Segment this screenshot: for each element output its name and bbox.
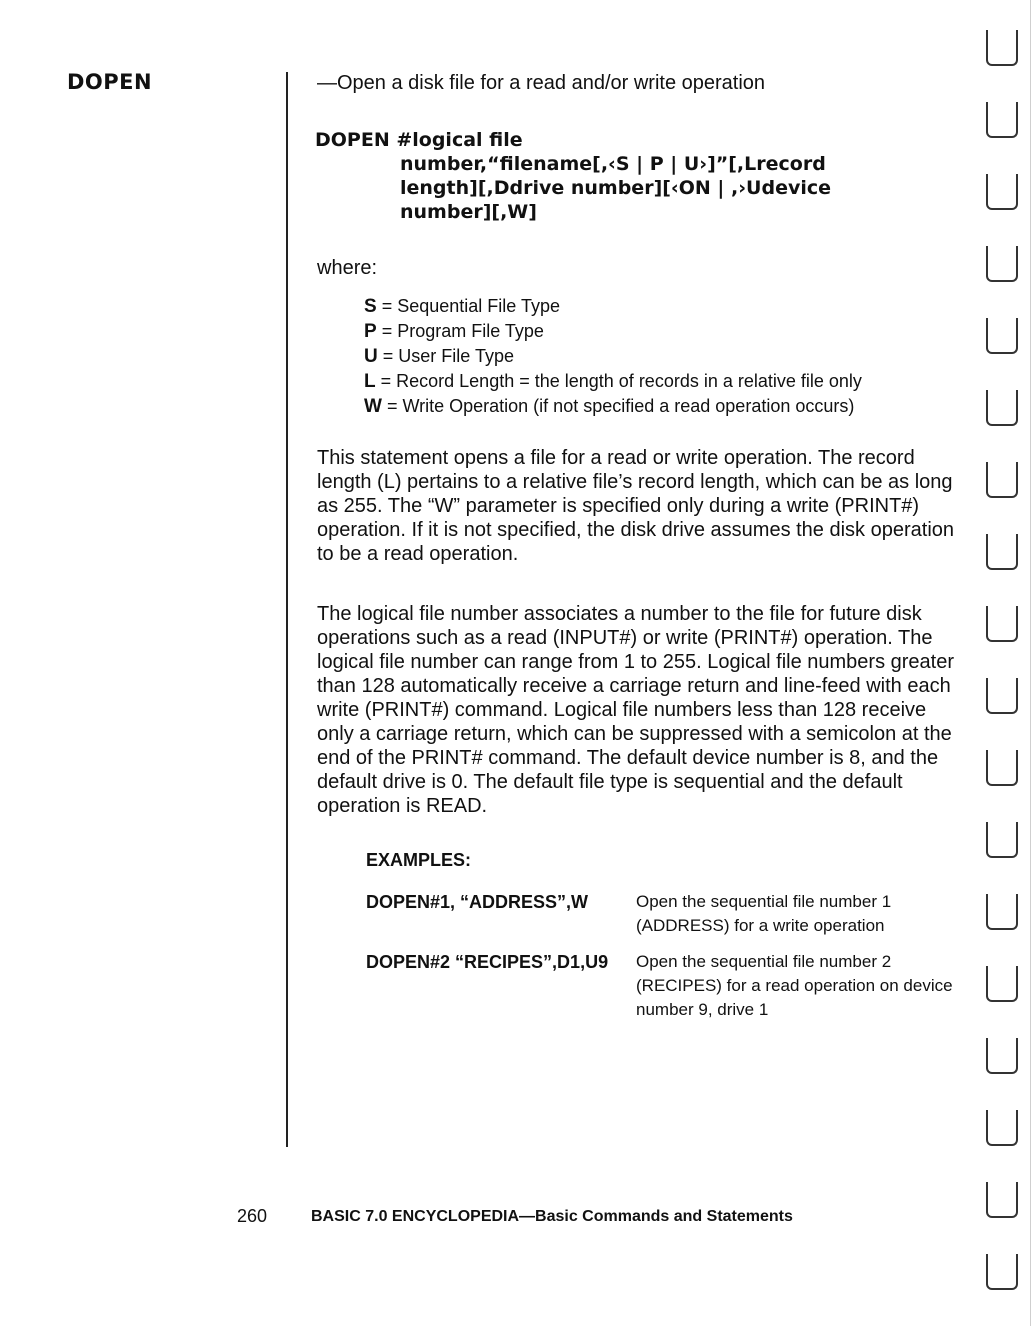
definition-item: [364, 294, 862, 319]
binding-hole: [986, 102, 1018, 138]
definition-text: = Sequential File Type: [381, 296, 560, 316]
example-description: Open the sequential file number 2 (RECIPES) for a read operation on device number 9, drive 1: [636, 952, 953, 1019]
footer-title: BASIC 7.0 ENCYCLOPEDIA—Basic Commands and Statements: [311, 1208, 793, 1225]
description-paragraph-2: The logical file number associates a number to the file for future disk operations such as a read (INPUT#) or write (PRINT#) operation. The logical file number can range from 1 to 255. Logical file numbers greater than 128 automatically receive a carriage return and line-feed with each write (PRINT#) command. Logical file numbers less than 128 receive only a carriage return, which can be suppressed with a semicolon at the end of the PRINT# command. The default device number is 8, and the default drive is 0. The default file type is sequential and the default operation is READ.: [317, 603, 955, 817]
binding-hole: [986, 390, 1018, 426]
definition-key: S: [364, 296, 377, 317]
definition-text: = Write Operation (if not specified a read operation occurs): [386, 396, 855, 416]
binding-hole: [986, 246, 1018, 282]
binding-hole: [986, 30, 1018, 66]
definition-item: [364, 319, 862, 344]
page-edge: [1030, 0, 1031, 1326]
definition-text: = User File Type: [382, 346, 514, 366]
binding-hole: [986, 1254, 1018, 1290]
example-command: DOPEN#2 “RECIPES”,D1,U9: [366, 952, 609, 972]
binding-hole: [986, 1110, 1018, 1146]
example-command: DOPEN#1, “ADDRESS”,W: [366, 892, 589, 912]
definition-key: U: [364, 346, 378, 367]
definition-text: = Program File Type: [381, 321, 544, 341]
binding-hole: [986, 966, 1018, 1002]
definition-item: [364, 344, 862, 369]
syntax-line-3: length][,Ddrive number][‹ON | ,›Udevice: [400, 177, 831, 199]
where-label: where:: [317, 257, 378, 279]
syntax-line-1: DOPEN #logical file: [315, 129, 523, 151]
definition-key: W: [364, 396, 382, 417]
binding-hole: [986, 894, 1018, 930]
syntax-line-2: number,“filename[,‹S | P | U›]”[,Lrecord: [400, 153, 826, 175]
binding-hole: [986, 462, 1018, 498]
binding-hole: [986, 1038, 1018, 1074]
command-summary: —Open a disk file for a read and/or write operation: [317, 72, 766, 94]
definition-item: [364, 369, 862, 394]
binding-hole: [986, 822, 1018, 858]
definition-key: L: [364, 371, 376, 392]
binding-hole: [986, 174, 1018, 210]
description-paragraph-1: This statement opens a file for a read or write operation. The record length (L) pertains to a relative file’s record length, which can be as long as 255. The “W” parameter is specified only during a write (PRINT#) operation. If it is not specified, the disk drive assumes the disk operation to be a read operation.: [317, 447, 955, 565]
spiral-binding: [978, 30, 1026, 1300]
page-number: 260: [237, 1206, 268, 1226]
binding-hole: [986, 750, 1018, 786]
binding-hole: [986, 534, 1018, 570]
vertical-rule: [286, 72, 288, 1147]
syntax-block: [315, 128, 875, 224]
examples-heading: EXAMPLES:: [366, 850, 472, 870]
example-description: Open the sequential file number 1 (ADDRESS) for a write operation: [636, 892, 892, 935]
definition-text: = Record Length = the length of records in a relative file only: [380, 371, 862, 391]
command-heading: DOPEN: [67, 70, 153, 94]
binding-hole: [986, 678, 1018, 714]
definition-key: P: [364, 321, 377, 342]
syntax-line-4: number][,W]: [400, 201, 537, 223]
binding-hole: [986, 606, 1018, 642]
definition-item: [364, 394, 862, 419]
binding-hole: [986, 318, 1018, 354]
binding-hole: [986, 1182, 1018, 1218]
parameter-definitions: [364, 294, 862, 419]
